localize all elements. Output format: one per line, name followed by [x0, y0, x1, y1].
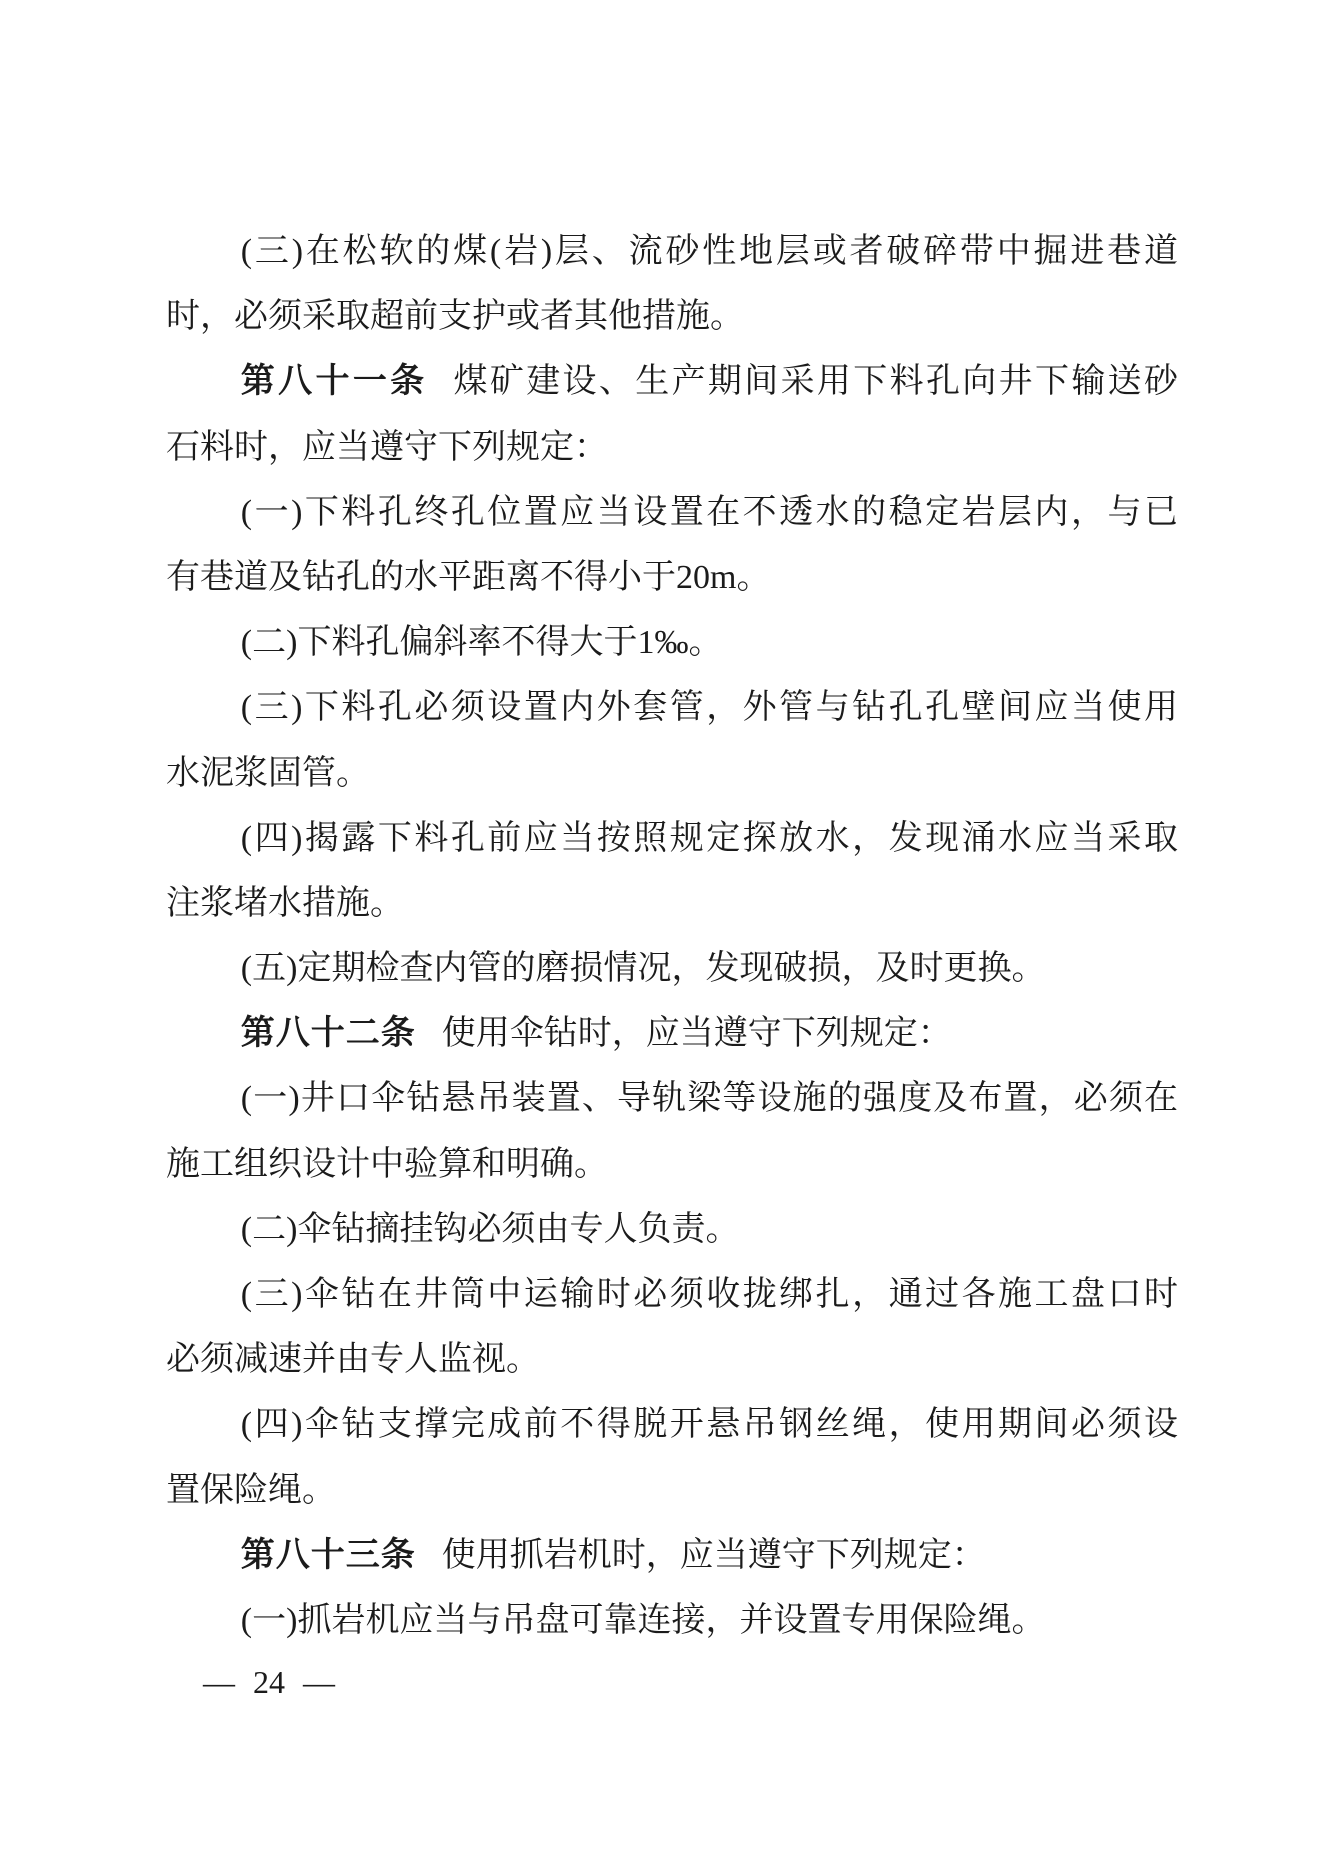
line-text: (二)伞钻摘挂钩必须由专人负责。 — [240, 1210, 740, 1248]
line-text: (一)抓岩机应当与吊盘可靠连接，并设置专用保险绳。 — [240, 1601, 1046, 1639]
line-text: 使用伞钻时，应当遵守下列规定： — [441, 1015, 952, 1053]
text-line-17 — [166, 1262, 1178, 1327]
text-line-2 — [166, 284, 1178, 349]
line-text: (一)井口伞钻悬吊装置、导轨梁等设施的强度及布置，必须在 — [240, 1080, 1178, 1118]
document-lines — [166, 219, 1178, 1653]
text-line-16 — [166, 1197, 1178, 1262]
text-line-22 — [166, 1588, 1178, 1653]
line-text: 注浆堵水措施。 — [166, 884, 404, 922]
line-text: 必须减速并由专人监视。 — [166, 1341, 540, 1379]
article-heading: 第八十一条 — [240, 362, 428, 401]
line-text: 石料时，应当遵守下列规定： — [166, 428, 608, 466]
footer-page-number: 24 — [253, 1664, 285, 1700]
text-line-12 — [166, 936, 1178, 1001]
footer-dash-left: — — [203, 1664, 235, 1700]
text-line-15 — [166, 1132, 1178, 1197]
line-text: (五)定期检查内管的磨损情况，发现破损，及时更换。 — [240, 950, 1046, 988]
line-text: (四)伞钻支撑完成前不得脱开悬吊钢丝绳，使用期间必须设 — [240, 1406, 1178, 1444]
line-text: 有巷道及钻孔的水平距离不得小于20m。 — [166, 558, 771, 596]
text-line-7 — [166, 610, 1178, 675]
line-text: (三)在松软的煤(岩)层、流砂性地层或者破碎带中掘进巷道 — [240, 233, 1178, 270]
text-line-11 — [166, 871, 1178, 936]
text-line-1 — [166, 219, 1178, 284]
article-heading: 第八十三条 — [240, 1535, 416, 1574]
line-text: 时，必须采取超前支护或者其他措施。 — [166, 298, 744, 336]
line-text: (三)下料孔必须设置内外套管，外管与钻孔孔壁间应当使用 — [240, 689, 1178, 727]
line-text: 使用抓岩机时，应当遵守下列规定： — [441, 1536, 986, 1574]
text-line-5 — [166, 480, 1178, 545]
text-line-10 — [166, 806, 1178, 871]
line-text: (二)下料孔偏斜率不得大于1‰。 — [240, 624, 723, 662]
line-text: 水泥浆固管。 — [166, 754, 370, 792]
text-line-21 — [166, 1523, 1178, 1588]
line-text: (一)下料孔终孔位置应当设置在不透水的稳定岩层内，与已 — [240, 493, 1178, 531]
text-line-4 — [166, 415, 1178, 480]
line-text: 煤矿建设、生产期间采用下料孔向井下输送砂 — [453, 363, 1179, 401]
text-line-18 — [166, 1327, 1178, 1392]
text-line-19 — [166, 1392, 1178, 1457]
text-line-20 — [166, 1458, 1178, 1523]
article-heading: 第八十二条 — [240, 1014, 416, 1053]
line-text: 置保险绳。 — [166, 1471, 336, 1509]
page-footer — [203, 1663, 335, 1701]
footer-dash-right: — — [303, 1664, 335, 1700]
text-line-3 — [166, 349, 1178, 414]
line-text: 施工组织设计中验算和明确。 — [166, 1145, 608, 1183]
line-text: (三)伞钻在井筒中运输时必须收拢绑扎，通过各施工盘口时 — [240, 1276, 1178, 1313]
text-line-9 — [166, 741, 1178, 806]
text-line-13 — [166, 1001, 1178, 1066]
text-line-8 — [166, 675, 1178, 740]
line-text: (四)揭露下料孔前应当按照规定探放水，发现涌水应当采取 — [240, 819, 1178, 857]
text-line-14 — [166, 1066, 1178, 1131]
text-line-6 — [166, 545, 1178, 610]
